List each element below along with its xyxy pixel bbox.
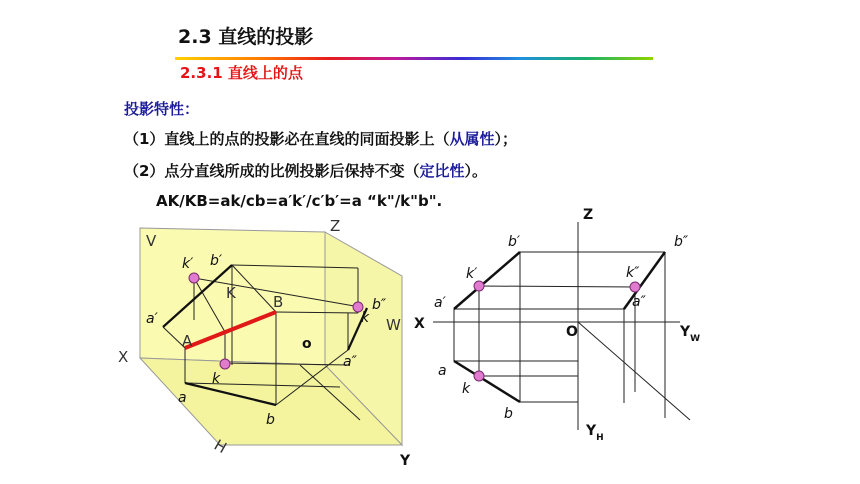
right-label-k-prime: k′ xyxy=(466,266,478,282)
properties-heading: 投影特性： xyxy=(124,100,200,118)
label-b-double-prime: b″ xyxy=(372,297,387,313)
page-title: 2.3 直线的投影 xyxy=(178,26,314,48)
marker-k-prime-right xyxy=(474,281,484,291)
right-label-yw xyxy=(679,324,700,344)
property-1-end: ）； xyxy=(494,130,517,148)
label-plane-w: W xyxy=(386,316,401,334)
label-k-prime: k′ xyxy=(182,256,194,272)
right-label-yh xyxy=(585,423,604,443)
right-label-b-double: b″ xyxy=(674,234,689,250)
label-point-A: A xyxy=(182,332,193,350)
label-plane-v: V xyxy=(146,232,157,250)
proj-a-prime-b-prime xyxy=(454,252,520,309)
right-label-k-double: k″ xyxy=(626,265,640,281)
section-subtitle: 2.3.1 直线上的点 xyxy=(180,64,303,82)
axis-diagonal xyxy=(578,322,690,420)
label-b-prime: b′ xyxy=(210,253,223,269)
right-label-origin: O xyxy=(566,324,578,340)
right-label-a-prime: a′ xyxy=(434,295,446,311)
right-label-z: Z xyxy=(583,207,594,223)
label-origin-left: o xyxy=(302,336,312,352)
right-orthographic-diagram xyxy=(414,207,700,443)
label-plane-h: H xyxy=(211,435,230,458)
label-point-K: K xyxy=(226,284,236,302)
yw-main: Y xyxy=(680,324,691,340)
ratio-formula: AK/KB=ak/cb=a′k′/c′b′=a “k"/k"b". xyxy=(156,192,443,210)
property-1-term: 从属性 xyxy=(449,130,495,148)
yh-main: Y xyxy=(586,423,597,439)
label-a-prime: a′ xyxy=(146,311,158,327)
label-a-double-prime: a″ xyxy=(343,354,357,370)
right-label-a: a xyxy=(438,363,447,379)
label-point-B: B xyxy=(273,293,284,311)
yh-sub: H xyxy=(596,433,604,443)
label-axis-y: Y xyxy=(400,453,411,469)
right-label-b-prime: b′ xyxy=(508,234,521,250)
marker-k2-right xyxy=(630,282,640,292)
label-k-horizontal: k xyxy=(212,371,221,387)
yw-sub: W xyxy=(690,334,701,344)
marker-k-prime xyxy=(189,273,199,283)
right-label-b: b xyxy=(504,406,513,422)
label-a-horizontal: a xyxy=(178,390,187,406)
left-pictorial-diagram xyxy=(118,217,411,469)
property-2-end: ）。 xyxy=(464,162,487,180)
right-label-x: X xyxy=(414,316,425,332)
property-2-term: 定比性 xyxy=(419,162,465,180)
right-label-k: k xyxy=(462,381,471,397)
marker-k-horizontal xyxy=(220,359,230,369)
right-label-a-double: a″ xyxy=(632,294,646,310)
label-k-profile: k xyxy=(361,310,370,326)
property-1-text: （1）直线上的点的投影必在直线的同面投影上（ xyxy=(124,130,450,148)
property-2-text: （2）点分直线所成的比例投影后保持不变（ xyxy=(124,162,420,180)
label-axis-z: Z xyxy=(330,217,341,235)
label-axis-x: X xyxy=(118,348,129,366)
marker-k-right xyxy=(474,371,484,381)
label-b-horizontal: b xyxy=(266,412,275,428)
